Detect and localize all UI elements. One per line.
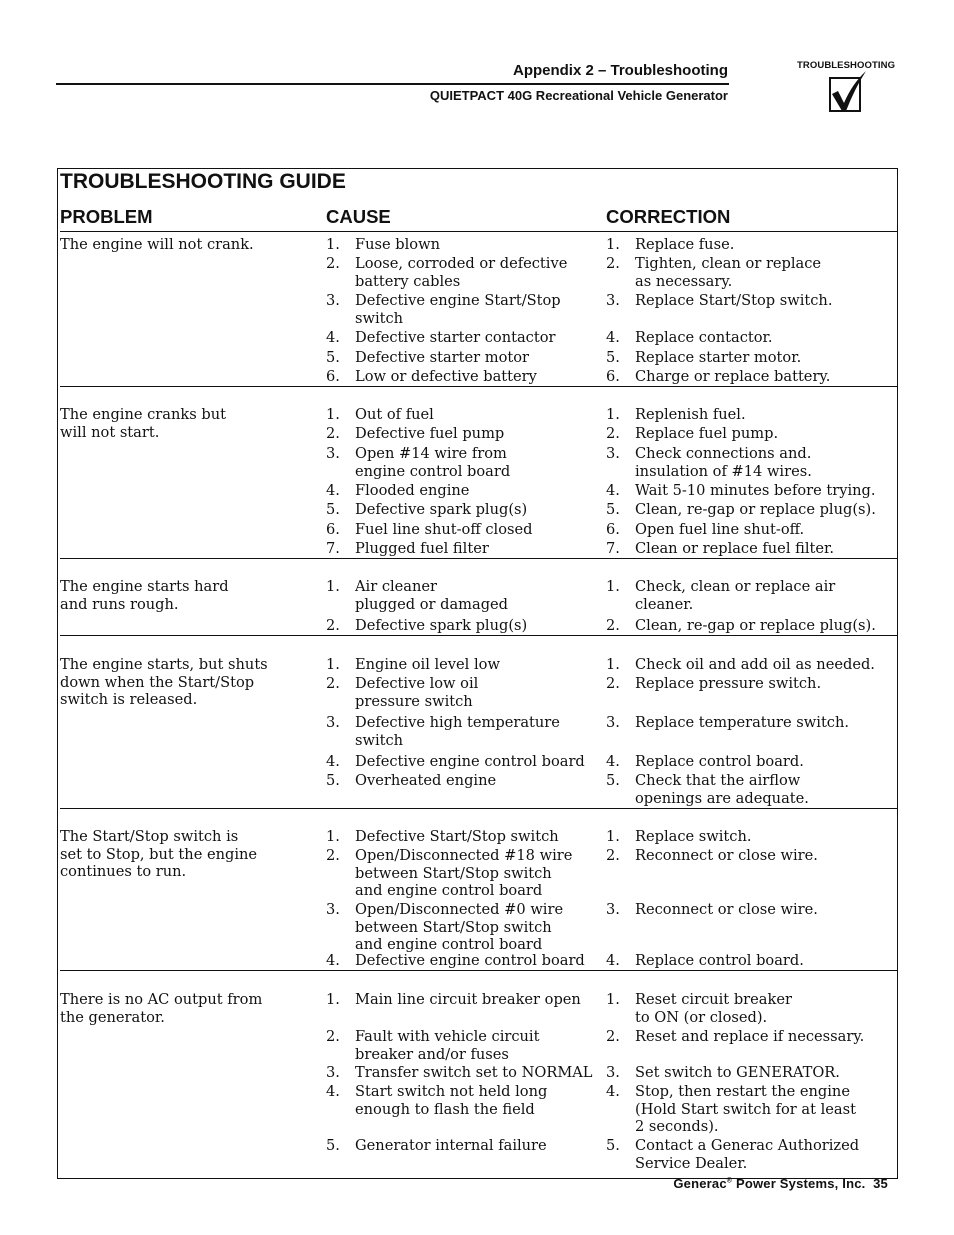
cause-item-number: 1. [326,578,340,595]
cause-item-text: Open/Disconnected #18 wire between Start/Stop switch and engine control board [355,847,573,899]
cause-item-text: Out of fuel [355,406,434,423]
guide-title: TROUBLESHOOTING GUIDE [60,170,346,193]
cause-item-number: 2. [326,847,340,864]
cause-item-number: 7. [326,540,340,557]
cause-item-text: Transfer switch set to NORMAL [355,1064,593,1081]
cause-item-text: Low or defective battery [355,368,537,385]
correction-item-text: Check, clean or replace air cleaner. [635,578,836,613]
cause-item-text: Open #14 wire from engine control board [355,445,511,480]
correction-item-text: Replace contactor. [635,329,773,346]
column-header-problem: PROBLEM [60,206,153,227]
section-divider [60,970,898,971]
cause-item-number: 3. [326,445,340,462]
correction-item-number: 1. [606,236,620,253]
footer-company: Generac [673,1176,727,1191]
cause-item-number: 3. [326,901,340,918]
correction-item-number: 3. [606,292,620,309]
correction-item-number: 4. [606,952,620,969]
cause-item-number: 3. [326,714,340,731]
column-header-correction: CORRECTION [606,206,731,227]
cause-item-number: 1. [326,991,340,1008]
correction-item-number: 2. [606,847,620,864]
header-subtitle: QUIETPACT 40G Recreational Vehicle Generator [429,88,728,103]
correction-item-text: Replace fuel pump. [635,425,779,442]
correction-item-number: 2. [606,1028,620,1045]
cause-item-number: 5. [326,349,340,366]
correction-item-text: Check oil and add oil as needed. [635,656,875,673]
correction-item-number: 3. [606,714,620,731]
cause-item-text: Fault with vehicle circuit breaker and/or fuses [355,1028,540,1063]
correction-item-number: 5. [606,772,620,789]
correction-item-number: 2. [606,425,620,442]
correction-item-number: 2. [606,255,620,272]
cause-item-text: Plugged fuel filter [355,540,489,557]
section-divider [60,386,898,387]
troubleshooting-guide [57,168,898,1179]
correction-item-text: Reset circuit breaker to ON (or closed). [635,991,792,1026]
correction-item-number: 1. [606,656,620,673]
cause-item-text: Main line circuit breaker open [355,991,581,1008]
cause-item-text: Defective fuel pump [355,425,505,442]
section-divider [60,558,898,559]
header-divider [60,231,898,232]
cause-item-text: Defective starter contactor [355,329,556,346]
cause-item-text: Fuse blown [355,236,440,253]
cause-item-text: Defective low oil pressure switch [355,675,479,710]
cause-item-number: 4. [326,753,340,770]
correction-item-text: Wait 5-10 minutes before trying. [635,482,876,499]
correction-item-text: Clean, re-gap or replace plug(s). [635,617,876,634]
correction-item-text: Stop, then restart the engine (Hold Start switch for at least 2 seconds). [635,1083,856,1135]
cause-item-number: 2. [326,617,340,634]
correction-item-text: Replace fuse. [635,236,735,253]
correction-item-text: Check that the airflow openings are adequate. [635,772,809,807]
problem-text: The engine starts, but shuts down when the Start/Stop switch is released. [60,656,268,708]
header-rule [56,83,729,85]
cause-item-text: Loose, corroded or defective battery cables [355,255,568,290]
section-tab-label: TROUBLESHOOTING [797,60,896,71]
correction-item-number: 2. [606,675,620,692]
cause-item-number: 5. [326,1137,340,1154]
correction-item-number: 3. [606,1064,620,1081]
correction-item-number: 4. [606,1083,620,1100]
problem-text: The engine starts hard and runs rough. [60,578,229,613]
correction-item-number: 4. [606,482,620,499]
cause-item-number: 6. [326,521,340,538]
cause-item-text: Defective engine control board [355,952,585,969]
cause-item-number: 1. [326,828,340,845]
page-number: 35 [873,1176,888,1191]
correction-item-text: Charge or replace battery. [635,368,831,385]
problem-text: There is no AC output from the generator. [60,991,263,1026]
problem-text: The Start/Stop switch is set to Stop, but the engine continues to run. [60,828,258,880]
cause-item-text: Start switch not held long enough to flash the field [355,1083,548,1118]
section-divider [60,808,898,809]
cause-item-text: Defective engine control board [355,753,585,770]
cause-item-text: Air cleaner plugged or damaged [355,578,509,613]
column-header-cause: CAUSE [326,206,391,227]
cause-item-number: 1. [326,656,340,673]
cause-item-number: 2. [326,425,340,442]
correction-item-text: Reset and replace if necessary. [635,1028,865,1045]
cause-item-number: 2. [326,675,340,692]
cause-item-text: Engine oil level low [355,656,500,673]
header-title: Appendix 2 – Troubleshooting [512,62,728,79]
cause-item-text: Open/Disconnected #0 wire between Start/Stop switch and engine control board [355,901,564,953]
correction-item-text: Contact a Generac Authorized Service Dealer. [635,1137,860,1172]
correction-item-text: Replace pressure switch. [635,675,822,692]
cause-item-number: 4. [326,482,340,499]
correction-item-number: 5. [606,501,620,518]
correction-item-text: Open fuel line shut-off. [635,521,805,538]
problem-text: The engine will not crank. [60,236,254,253]
correction-item-number: 1. [606,828,620,845]
correction-item-text: Check connections and. insulation of #14 wires. [635,445,812,480]
cause-item-text: Defective Start/Stop switch [355,828,559,845]
correction-item-text: Replace switch. [635,828,752,845]
cause-item-text: Defective spark plug(s) [355,617,528,634]
correction-item-number: 6. [606,521,620,538]
cause-item-text: Generator internal failure [355,1137,547,1154]
cause-item-text: Defective starter motor [355,349,529,366]
correction-item-number: 4. [606,329,620,346]
checkmark-icon [826,70,868,114]
correction-item-number: 3. [606,445,620,462]
correction-item-number: 1. [606,406,620,423]
correction-item-number: 4. [606,753,620,770]
cause-item-text: Defective engine Start/Stop switch [355,292,561,327]
correction-item-text: Replace starter motor. [635,349,802,366]
correction-item-number: 5. [606,1137,620,1154]
correction-item-text: Set switch to GENERATOR. [635,1064,840,1081]
problem-text: The engine cranks but will not start. [60,406,226,441]
cause-item-text: Defective spark plug(s) [355,501,528,518]
cause-item-number: 2. [326,255,340,272]
cause-item-number: 3. [326,292,340,309]
cause-item-number: 4. [326,329,340,346]
correction-item-text: Clean, re-gap or replace plug(s). [635,501,876,518]
cause-item-number: 5. [326,772,340,789]
cause-item-number: 2. [326,1028,340,1045]
cause-item-number: 6. [326,368,340,385]
correction-item-text: Replenish fuel. [635,406,746,423]
cause-item-number: 1. [326,236,340,253]
correction-item-text: Reconnect or close wire. [635,901,818,918]
cause-item-number: 4. [326,952,340,969]
cause-item-number: 3. [326,1064,340,1081]
correction-item-text: Replace control board. [635,952,804,969]
correction-item-number: 1. [606,578,620,595]
footer-company-rest: Power Systems, Inc. [732,1176,866,1191]
cause-item-text: Overheated engine [355,772,497,789]
correction-item-text: Clean or replace fuel filter. [635,540,835,557]
page-footer [673,1176,888,1191]
correction-item-number: 5. [606,349,620,366]
correction-item-number: 3. [606,901,620,918]
correction-item-number: 6. [606,368,620,385]
correction-item-text: Tighten, clean or replace as necessary. [635,255,822,290]
cause-item-text: Defective high temperature switch [355,714,560,749]
cause-item-number: 4. [326,1083,340,1100]
correction-item-text: Replace control board. [635,753,804,770]
correction-item-number: 7. [606,540,620,557]
correction-item-number: 2. [606,617,620,634]
cause-item-number: 5. [326,501,340,518]
footer-registered-mark: ® [726,1177,733,1185]
section-divider [60,635,898,636]
correction-item-text: Reconnect or close wire. [635,847,818,864]
correction-item-text: Replace temperature switch. [635,714,850,731]
cause-item-text: Fuel line shut-off closed [355,521,533,538]
correction-item-number: 1. [606,991,620,1008]
correction-item-text: Replace Start/Stop switch. [635,292,833,309]
cause-item-text: Flooded engine [355,482,470,499]
cause-item-number: 1. [326,406,340,423]
